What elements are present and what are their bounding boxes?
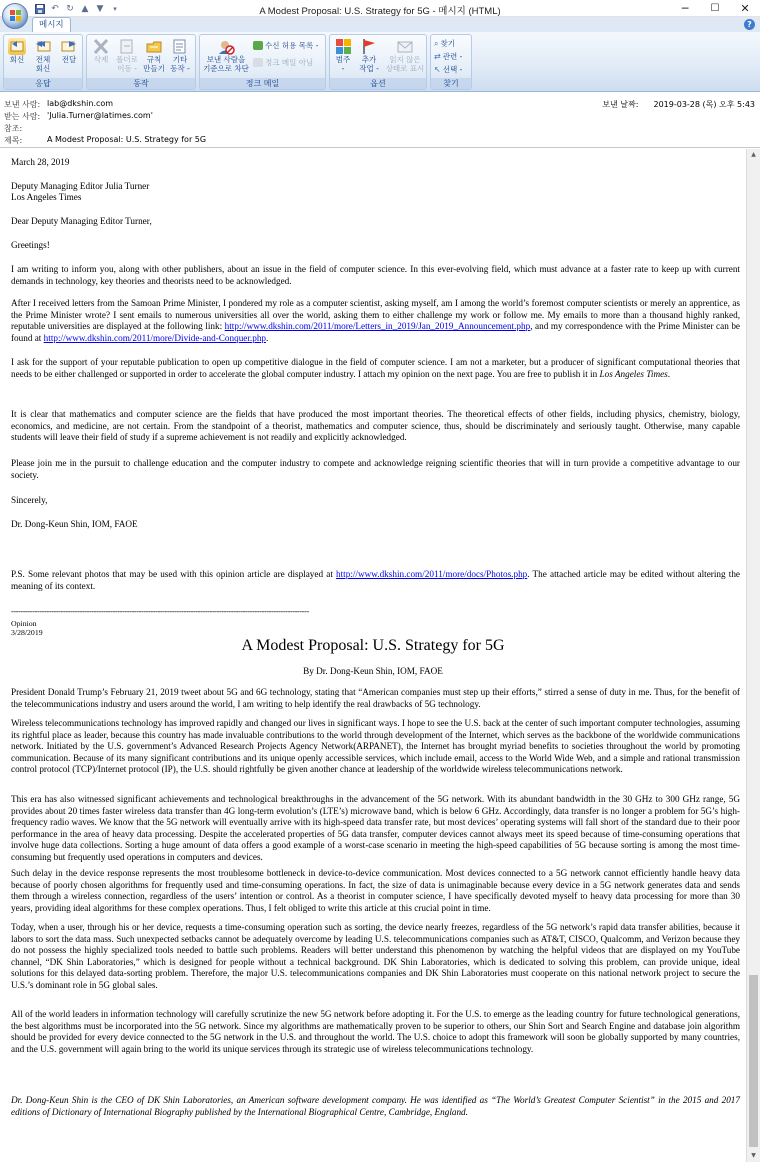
mark-unread-label-1: 읽지 않은: [389, 55, 421, 64]
group-find: [430, 34, 472, 90]
reply-all-label-1: 전체: [35, 55, 51, 64]
move-label-1: 폴더로: [116, 55, 138, 64]
postscript-text-b: . The attached article may be edited without altering the meaning of its context.: [11, 569, 740, 591]
forward-label: 전달: [61, 55, 77, 64]
block-label-1: 보낸 사람을: [206, 55, 246, 64]
other-actions-button[interactable]: [168, 38, 192, 73]
not-junk-button[interactable]: [253, 57, 313, 68]
article-paragraph-4: Such delay in the device response represents the most troublesome bottleneck in device-to-device communication. Most devices connected to a 5G network cannot efficiently handle heavy data because of poorly chosen algorithms for frequently used and time-consuming operations. In fact, the size of data is unimaginable because every device in a 5G network generates data and sends them through a wireless connection, regardless of the users’ intention or control. As a theorist in computer science, I have specifically devoted myself to heavy data processing for more than 30 years, providing ideal algorithms for these complex operations. Thus, I felt obliged to write this article at this crucial point in time.: [11, 868, 740, 913]
safe-list-label: 수신 허용 목록 -: [265, 41, 319, 50]
up-arrow-icon[interactable]: ▲: [81, 3, 89, 14]
paragraph-3-text-a: I ask for the support of your reputable publication to open up competitive dialogue in the field of computer science. I am not a marketer, but a producer of significant computational theories that needs to be either challenged or supported in order to accelerate the global computer industry. I attach my opinion on the next page. You are free to publish it in: [11, 357, 740, 379]
message-headers: [0, 93, 760, 148]
paragraph-2-text-a: After I received letters from the Samoan Prime Minister, I pondered my role as a computer scientist, asking myself, am I among the world’s foremost computer scientists or merely an apprentice, as the Prime Minister wrote? I sent emails to numerous universities all over the world, asking them to either challenge my work or follow me. My emails to more than a thousand highly ranked, reputable universities are displayed at the following link:: [11, 298, 740, 331]
to-label: 받는 사람:: [4, 112, 41, 121]
scrollbar-thumb[interactable]: [749, 975, 758, 1147]
reply-all-icon: [34, 38, 52, 55]
reply-button[interactable]: [5, 38, 29, 65]
author-bio: Dr. Dong-Keun Shin is the CEO of DK Shin Laboratories, an American software development company. He was identified as “The World’s Greatest Computer Scientist” in the 2015 and 2017 editions of Dictionary of International Biography published by the International Biographical Centre, Cambridge, England.: [11, 1095, 740, 1117]
closing: Sincerely,: [11, 495, 48, 505]
help-icon[interactable]: ?: [744, 19, 755, 30]
categorize-button[interactable]: [331, 38, 355, 73]
undo-icon[interactable]: ↶: [51, 3, 59, 14]
greeting: Greetings!: [11, 240, 50, 250]
delete-button[interactable]: [89, 38, 113, 65]
paragraph-1: I am writing to inform you, along with other publishers, about an issue in the field of computer science. In this ever-evolving field, which must advance at a faster rate to keep up with current demands in technology, key theories and theorists need to be acknowledged.: [11, 264, 740, 286]
select-icon: ↖: [434, 65, 441, 74]
group-label-junk: 정크 메일: [200, 78, 325, 89]
announcement-link[interactable]: http://www.dkshin.com/2011/more/Letters_in_2019/Jan_2019_Announcement.php: [224, 321, 531, 331]
paragraph-3-publication: Los Angeles Times: [599, 368, 668, 379]
maximize-button[interactable]: ☐: [710, 3, 720, 14]
other-actions-icon: [171, 38, 189, 55]
sent-value: 2019-03-28 (목) 오후 5:43: [653, 100, 755, 109]
related-button[interactable]: [434, 51, 462, 62]
article-section: Opinion: [11, 619, 37, 628]
article-byline: By Dr. Dong-Keun Shin, IOM, FAOE: [303, 666, 443, 676]
forward-button[interactable]: [57, 38, 81, 65]
subject-label: 제목:: [4, 136, 23, 145]
group-actions: [86, 34, 196, 90]
paragraph-3-text-b: .: [667, 368, 671, 379]
group-respond: [3, 34, 83, 90]
postscript-text-a: P.S. Some relevant photos that may be used with this opinion article are displayed at: [11, 569, 337, 579]
move-to-folder-button[interactable]: [115, 38, 139, 73]
block-sender-button[interactable]: [202, 38, 250, 73]
create-rule-button[interactable]: [142, 38, 166, 73]
article-title: A Modest Proposal: U.S. Strategy for 5G: [241, 637, 505, 654]
group-options: [329, 34, 427, 90]
office-orb-icon[interactable]: [2, 3, 28, 29]
divide-and-conquer-link[interactable]: http://www.dkshin.com/2011/more/Divide-and-Conquer.php: [43, 332, 267, 343]
group-label-respond: 응답: [4, 78, 82, 89]
ribbon-tabstrip: [0, 17, 760, 32]
rules-label-1: 규칙: [146, 55, 162, 64]
scroll-down-icon[interactable]: ▼: [751, 1152, 756, 1159]
mark-unread-icon: [396, 38, 414, 55]
signature: Dr. Dong-Keun Shin, IOM, FAOE: [11, 519, 138, 529]
window-title: A Modest Proposal: U.S. Strategy for 5G - 메시지 (HTML): [259, 6, 501, 17]
down-arrow-icon[interactable]: ▼: [96, 3, 104, 14]
addressee-name: Deputy Managing Editor Julia Turner: [11, 181, 150, 191]
title-bar: [0, 0, 760, 17]
reply-all-button[interactable]: [31, 38, 55, 73]
safe-list-icon: [253, 41, 263, 50]
subject-row: [4, 135, 206, 146]
other-label-1: 기타: [172, 55, 188, 64]
mark-unread-label-2: 상태로 표시: [385, 63, 425, 73]
sent-row: [602, 99, 755, 110]
photos-link[interactable]: http://www.dkshin.com/2011/more/docs/Photos.php: [336, 569, 528, 579]
paragraph-5: Please join me in the pursuit to challenge education and the computer industry to compete and acknowledge reigning scientific theories that will in turn provide a competitive advantage to our society.: [11, 458, 740, 480]
customize-qat-icon[interactable]: ▾: [113, 4, 117, 13]
message-body: [0, 149, 746, 1162]
group-label-find: 찾기: [431, 78, 471, 89]
followup-label-1: 추가: [361, 55, 377, 64]
select-button[interactable]: [434, 64, 462, 75]
scroll-up-icon[interactable]: ▲: [751, 151, 756, 158]
find-button[interactable]: [434, 38, 455, 49]
article-paragraph-1: President Donald Trump’s February 21, 2019 tweet about 5G and 6G technology, stating that “American companies must step up their efforts,” stirred a sense of duty in me. Thus, for the benefit of the telecommunications industry and users around the world, I am writing to help identify the real drawbacks of 5G technology.: [11, 687, 740, 709]
from-label: 보낸 사람:: [4, 100, 41, 109]
delete-label: 삭제: [93, 55, 109, 64]
find-icon: ⌕: [434, 38, 439, 48]
article-paragraph-5: Today, when a user, through his or her device, requests a time-consuming operation such as sorting, the device nearly freezes, regardless of the 5G network’s rapid data transfer abilities, because it labors to sort the data mass. Such unexpected setbacks cannot be adequately overcome by leading U.S. telecommunications companies such as AT&T, CISCO, Qualcomm, and Verizon because they do not possess the highly specialized tools needed to battle such problems. Readers will better understand this phenomenon by watching the helpful videos that are displayed on my YouTube channel, “DK Shin Laboratories,” which is designed for people without a technical background. DK Shin Laboratories, which is dedicated to solving this problem, can provide unique, ideal solutions for this delayed data-sorting problem. Therefore, the major U.S. telecommunications companies and DK Shin Laboratories must cooperate on this national network project to secure the U.S.’s dominant role in 5G global sales.: [11, 922, 740, 990]
from-value[interactable]: lab@dkshin.com: [47, 99, 114, 108]
related-label: 관련 -: [442, 52, 463, 61]
cc-label: 참조:: [4, 124, 23, 133]
block-sender-icon: [217, 38, 235, 55]
paragraph-2: [11, 298, 740, 344]
subject-value: A Modest Proposal: U.S. Strategy for 5G: [47, 135, 207, 144]
safe-list-button[interactable]: [253, 40, 318, 51]
group-junk: [199, 34, 326, 90]
close-button[interactable]: ✕: [740, 2, 750, 15]
reply-all-label-2: 회신: [35, 63, 51, 73]
followup-label-2: 작업 -: [359, 63, 379, 73]
mark-unread-button[interactable]: [385, 38, 425, 73]
to-value[interactable]: 'Julia.Turner@latimes.com': [47, 111, 153, 120]
salutation: Dear Deputy Managing Editor Turner,: [11, 216, 152, 226]
delete-icon: [92, 38, 110, 55]
follow-up-flag-icon: [360, 38, 378, 55]
postscript: [11, 569, 740, 592]
ribbon: [0, 32, 760, 92]
not-junk-icon: [253, 58, 263, 67]
related-icon: ⇄: [434, 52, 441, 61]
redo-icon[interactable]: ↻: [66, 3, 74, 14]
paragraph-2-text-b: , and my correspondence with the Prime Minister can be found at: [11, 321, 740, 343]
cc-row: [4, 123, 47, 134]
tab-message[interactable]: 메시지: [32, 17, 71, 32]
from-row: [4, 99, 113, 110]
minimize-button[interactable]: ─: [681, 2, 689, 15]
addressee-org: Los Angeles Times: [11, 192, 82, 202]
not-junk-label: 정크 메일 아님: [265, 58, 314, 67]
reply-label: 회신: [9, 55, 25, 64]
other-label-2: 동작 -: [170, 63, 190, 73]
categorize-label-1: 범주: [335, 55, 351, 64]
vertical-scrollbar[interactable]: [746, 149, 760, 1162]
paragraph-2-text-c: .: [266, 332, 269, 343]
move-label-2: 이동 -: [117, 63, 137, 73]
article-paragraph-2: Wireless telecommunications technology has improved rapidly and changed our lives in significant ways. I hope to see the U.S. back at the center of such important computer technologies, assuming its rightful place as leader, because this country has made invaluable contributions to the world through development of the Internet, which serves as the backbone of the worldwide communications network. Initiated by the U.S. government’s Advanced Research Projects Agency Network(ARPANET), the Internet has brought myriad benefits to societies throughout the world by promoting communication. Because of its many significant contributions and its unique openly accessible services, which include email, access to the World Wide Web, and a simple and rational transmission control protocol (TCP)/Internet protocol (IP), the U.S. should rightfully be given another chance at leadership of the worldwide wireless telecommunications network.: [11, 718, 740, 774]
rules-icon: [145, 38, 163, 55]
to-row: [4, 111, 153, 122]
forward-icon: [60, 38, 78, 55]
group-label-options: 옵션: [330, 78, 426, 89]
divider-line: ------------------------------------------------------------------------------------------------------------------------------: [11, 607, 309, 616]
categorize-label-2: -: [341, 63, 345, 73]
reply-icon: [8, 38, 26, 55]
rules-label-2: 만들기: [143, 63, 165, 73]
move-icon: [118, 38, 136, 55]
letter-date: March 28, 2019: [11, 157, 70, 167]
find-label: 찾기: [440, 39, 455, 48]
group-label-actions: 동작: [87, 78, 195, 89]
article-paragraph-3: This era has also witnessed significant achievements and technological breakthroughs in the advancement of the 5G network. With its abundant bandwidth in the 30 GHz to 300 GHz range, 5G provides about 20 times faster wireless data transfer than 4G long-term evolution’s (LTE’s) microwave band, which is below 6 GHz. Accordingly, data transfer is no longer a problem for 5G’s high-frequency radio waves. We know that the 5G network will eventually arrive with its high-speed data transfer rate, but most devices’ operating systems will fall short of the standard due to their poor performance in the area of heavy data processing. Despite the accelerated properties of 5G data transfer, computer devices cannot always meet its speed because of time-consuming operations that involve huge data collections. Sorting a huge amount of data offers a good example of a worst-case scenario in meeting the high-speed capabilities of 5G because sorting is among the most time-consuming but frequently used operations in computers and devices.: [11, 794, 740, 862]
select-label: 선택 -: [442, 65, 463, 74]
follow-up-button[interactable]: [357, 38, 381, 73]
article-date: 3/28/2019: [11, 628, 43, 637]
paragraph-3: [11, 357, 740, 380]
block-label-2: 기준으로 차단: [203, 63, 249, 73]
paragraph-4: It is clear that mathematics and computer science are the fields that have produced the most important theories. The theoretical effects of other fields, including physics, chemistry, biology, economics, and medicine, are not certain. From the standpoint of a theorist, mathematics and computer science, thus, should be discriminately and seriously taught. Otherwise, many capable students will leave their field of study if a supreme achievement is not readily and explicitly acknowledged.: [11, 409, 740, 442]
categorize-icon: [334, 38, 352, 55]
sent-label: 보낸 날짜:: [602, 100, 639, 109]
article-paragraph-6: All of the world leaders in information technology will carefully scrutinize the new 5G network before adopting it. For the U.S. to emerge as the leading country for future technological generations, the best algorithms must be incorporated into the 5G network. Since my algorithms are mathematically proven to be superior to others, our Shin Sort and Search Engine and database join algorithm should be provided for every device connected to the 5G network in the U.S. and throughout the world. The U.S. choice to adopt this framework will soon be globally supported by many countries, and the U.S. government will again bring to the world its unique services through its strategic use of wireless telecommunications technology.: [11, 1009, 740, 1054]
